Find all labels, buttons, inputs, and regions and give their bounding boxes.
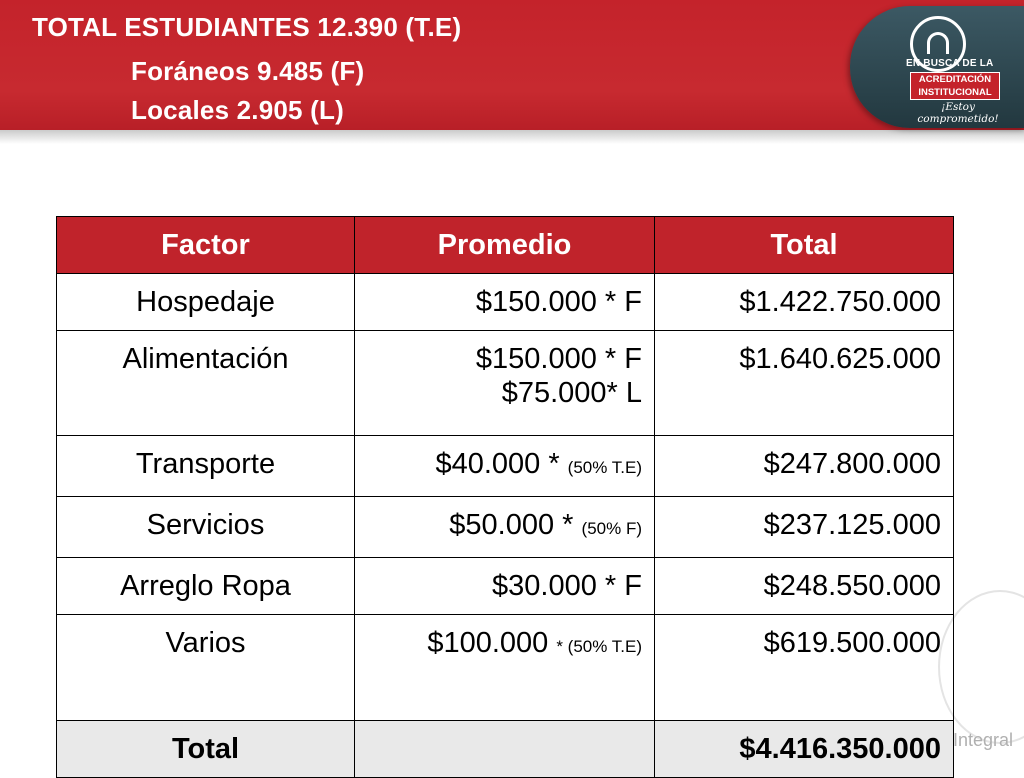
header-promedio: Promedio xyxy=(355,217,655,274)
row-total: $1.422.750.000 xyxy=(655,274,954,331)
header-shadow xyxy=(0,130,1024,144)
logo-title-line2: INSTITUCIONAL xyxy=(918,87,992,98)
row-promedio: $30.000 * F xyxy=(355,558,655,615)
row-promedio: $150.000 * F $75.000* L xyxy=(355,331,655,436)
row-promedio: $150.000 * F xyxy=(355,274,655,331)
row-promedio: $100.000 * (50% T.E) xyxy=(355,615,655,721)
logo-title-band xyxy=(910,72,1000,100)
row-factor: Alimentación xyxy=(57,331,355,436)
table-total-row xyxy=(57,721,954,778)
local-students-line: Locales 2.905 (L) xyxy=(131,95,344,125)
row-factor: Transporte xyxy=(57,436,355,497)
row-total: $1.640.625.000 xyxy=(655,331,954,436)
row-total: $248.550.000 xyxy=(655,558,954,615)
accreditation-logo-icon xyxy=(850,6,1024,128)
table-row xyxy=(57,331,954,436)
row-factor: Varios xyxy=(57,615,355,721)
table-row xyxy=(57,274,954,331)
logo-arc-text: EN BUSCA DE LA xyxy=(906,58,994,69)
row-promedio: $40.000 * (50% T.E) xyxy=(355,436,655,497)
header-total: Total xyxy=(655,217,954,274)
row-factor: Servicios xyxy=(57,497,355,558)
grand-total: $4.416.350.000 xyxy=(655,721,954,778)
row-total: $237.125.000 xyxy=(655,497,954,558)
total-label: Total xyxy=(57,721,355,778)
header-factor: Factor xyxy=(57,217,355,274)
row-total: $247.800.000 xyxy=(655,436,954,497)
table-row xyxy=(57,497,954,558)
total-students-line: TOTAL ESTUDIANTES 12.390 (T.E) xyxy=(32,12,462,42)
watermark-text: Integral xyxy=(953,730,1014,750)
table-row xyxy=(57,615,954,721)
table-row xyxy=(57,436,954,497)
row-factor: Arreglo Ropa xyxy=(57,558,355,615)
row-promedio: $50.000 * (50% F) xyxy=(355,497,655,558)
foreign-students-line: Foráneos 9.485 (F) xyxy=(131,56,365,86)
logo-slogan: ¡Estoy comprometido! xyxy=(917,101,999,125)
row-total: $619.500.000 xyxy=(655,615,954,721)
logo-title-line1: ACREDITACIÓN xyxy=(918,74,992,85)
table-header-row xyxy=(57,217,954,274)
total-promedio xyxy=(355,721,655,778)
cost-table xyxy=(56,216,954,778)
table-row xyxy=(57,558,954,615)
row-factor: Hospedaje xyxy=(57,274,355,331)
